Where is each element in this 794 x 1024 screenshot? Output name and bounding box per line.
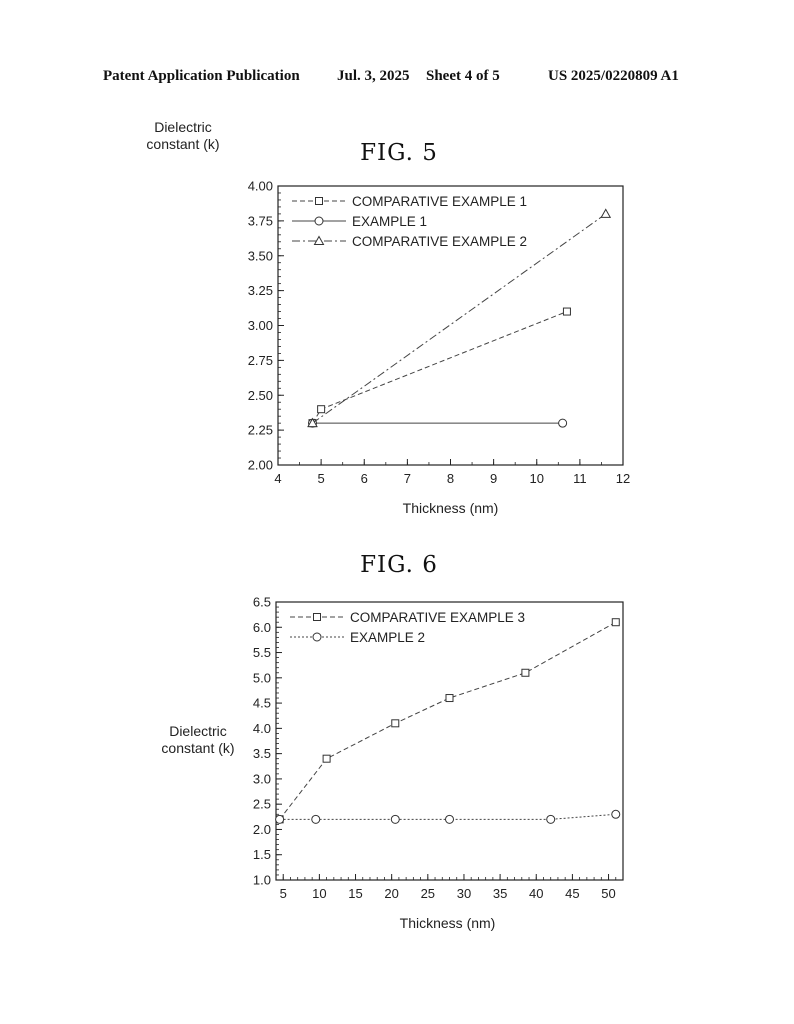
publication-label: Patent Application Publication: [103, 68, 300, 84]
chart2-y-tick-label: 6.5: [252, 594, 271, 610]
chart1-y-tick-label: 4.00: [247, 178, 273, 194]
chart1-series-3-point: [601, 209, 610, 217]
chart2-y-tick-label: 4.0: [252, 720, 271, 736]
chart2-series-1-line: [280, 622, 616, 819]
chart1-y-axis-label: Dielectric: [154, 119, 212, 135]
chart2-series-2-point: [446, 815, 454, 823]
chart2-series-2-point: [391, 815, 399, 823]
chart1-y-tick-label: 2.00: [247, 457, 273, 473]
chart2-series-1-point: [323, 755, 330, 762]
publication-date: Jul. 3, 2025: [337, 68, 410, 84]
chart2-x-tick-label: 15: [348, 886, 363, 901]
chart1-legend-marker: [316, 198, 323, 205]
fig5-title: FIG. 5: [360, 140, 438, 166]
chart2-legend-marker: [313, 633, 321, 641]
chart2-legend-marker: [314, 614, 321, 621]
chart2-y-tick-label: 3.5: [252, 746, 271, 762]
chart2-series-1-point: [612, 619, 619, 626]
chart2-x-axis-label: Thickness (nm): [399, 915, 496, 931]
chart2-y-axis-label: Dielectric: [169, 723, 227, 739]
chart2-y-tick-label: 5.5: [252, 645, 271, 661]
chart1-x-tick-label: 6: [360, 471, 368, 486]
chart2-y-tick-label: 2.5: [252, 796, 271, 812]
chart1-y-tick-label: 3.75: [247, 213, 273, 229]
chart2-x-tick-label: 30: [456, 886, 472, 901]
chart1-y-tick-label: 3.50: [247, 248, 273, 264]
chart2-x-tick-label: 40: [529, 886, 544, 901]
chart2-legend-label: COMPARATIVE EXAMPLE 3: [350, 610, 526, 625]
chart2-series-1-point: [522, 669, 529, 676]
chart2-x-tick-label: 35: [492, 886, 508, 901]
chart1-x-tick-label: 11: [573, 471, 587, 486]
chart2-y-tick-label: 1.5: [252, 847, 271, 863]
chart2-x-tick-label: 25: [420, 886, 436, 901]
chart1-series-1-line: [313, 312, 567, 424]
chart2-x-tick-label: 50: [601, 886, 616, 901]
chart1-y-tick-label: 2.75: [247, 352, 273, 368]
chart2-series-2-point: [312, 815, 320, 823]
chart1-legend-label: COMPARATIVE EXAMPLE 2: [352, 234, 528, 249]
chart1-x-axis-label: Thickness (nm): [402, 500, 499, 516]
chart1-series-1-point: [318, 406, 325, 413]
chart1-series-2-point: [559, 419, 567, 427]
chart2-y-tick-label: 2.0: [252, 821, 271, 837]
chart1-x-tick-label: 4: [274, 471, 282, 486]
patent-number: US 2025/0220809 A1: [548, 68, 679, 84]
chart2-x-tick-label: 5: [279, 886, 287, 901]
chart2-plot-frame: [276, 602, 623, 880]
chart1-y-tick-label: 2.25: [247, 422, 273, 438]
chart1-y-tick-label: 3.25: [247, 283, 273, 299]
chart1-y-tick-label: 3.00: [247, 318, 273, 333]
chart1-x-tick-label: 8: [446, 471, 455, 486]
chart1-legend-label: EXAMPLE 1: [352, 214, 428, 229]
chart2-x-tick-label: 10: [312, 886, 327, 901]
chart2-y-tick-label: 6.0: [252, 619, 271, 635]
chart1-series-1-point: [563, 308, 570, 315]
chart1-x-tick-label: 10: [529, 471, 544, 486]
fig6-title: FIG. 6: [360, 552, 438, 578]
chart2-series-1-point: [392, 720, 399, 727]
chart2-x-tick-label: 20: [384, 886, 399, 901]
chart2-legend-label: EXAMPLE 2: [350, 630, 426, 645]
chart2-y-axis-label: constant (k): [161, 740, 235, 756]
chart1-x-tick-label: 5: [317, 471, 325, 486]
chart1-y-axis-label: constant (k): [146, 136, 220, 152]
chart2-y-tick-label: 3.0: [252, 771, 271, 787]
chart2-series-2-point: [612, 810, 620, 818]
chart1-legend-label: COMPARATIVE EXAMPLE 1: [352, 194, 528, 209]
fig6-chart: [0, 560, 794, 960]
chart2-x-tick-label: 45: [565, 886, 580, 901]
chart2-y-tick-label: 5.0: [252, 670, 271, 686]
sheet-number: Sheet 4 of 5: [426, 68, 500, 84]
chart2-series-2-point: [276, 815, 284, 823]
chart2-y-tick-label: 1.0: [252, 872, 271, 888]
chart1-legend-marker: [315, 217, 323, 225]
chart2-series-2-point: [547, 815, 555, 823]
chart2-y-tick-label: 4.5: [252, 695, 271, 711]
chart2-series-1-point: [446, 695, 453, 702]
chart1-x-tick-label: 12: [615, 471, 631, 486]
chart1-x-tick-label: 7: [403, 471, 411, 486]
chart1-y-tick-label: 2.50: [247, 387, 273, 403]
chart1-x-tick-label: 9: [490, 471, 498, 486]
